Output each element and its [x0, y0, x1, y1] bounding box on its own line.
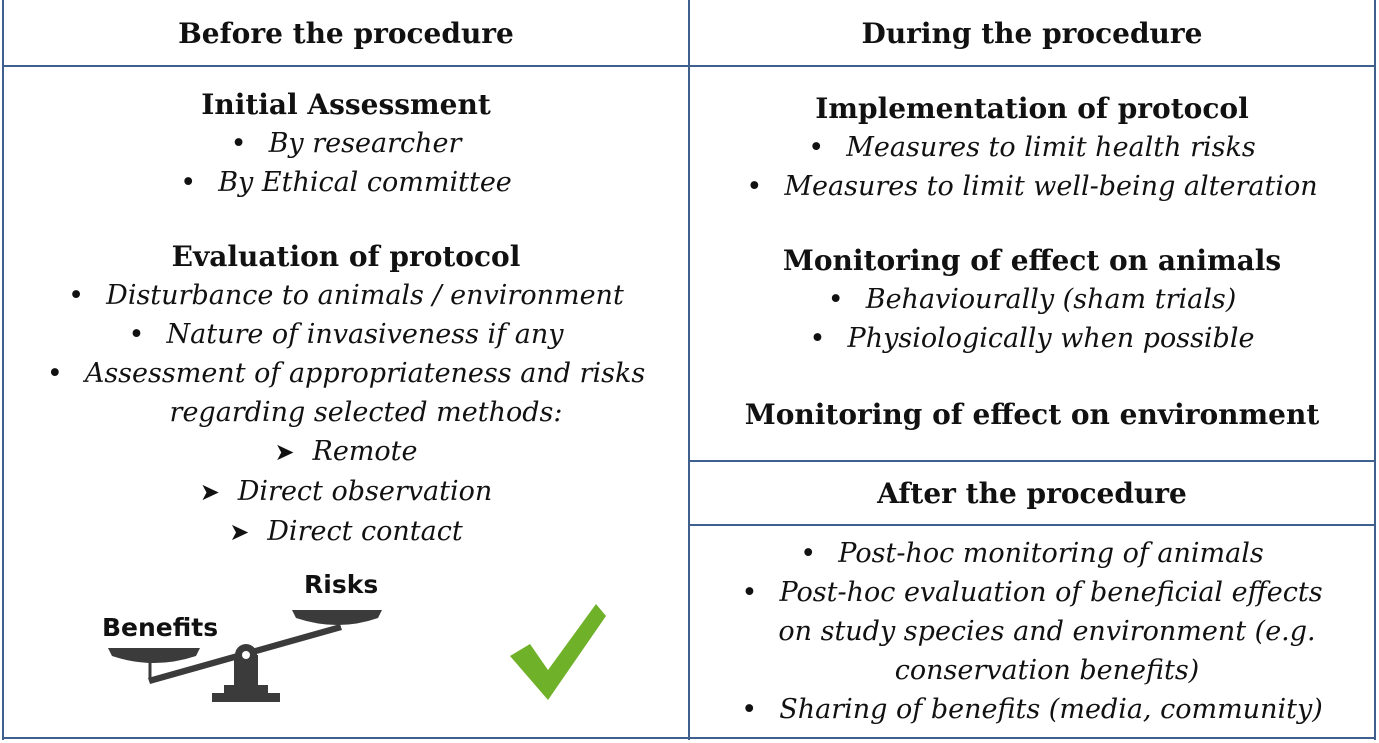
- method-item: ➤ Direct observation: [4, 472, 688, 512]
- after-top-divider: [688, 460, 1376, 462]
- monitoring-environment-title: Monitoring of effect on environment: [744, 398, 1320, 431]
- list-item: • Disturbance to animals / environment: [68, 280, 624, 311]
- method-item: ➤ Remote: [4, 432, 688, 472]
- list-item: • Measures to limit health risks: [808, 132, 1256, 163]
- list-item: • Behaviourally (sham trials): [827, 284, 1237, 315]
- balance-scale-icon: [100, 600, 400, 710]
- list-item: • Assessment of appropriateness and risks: [46, 358, 646, 389]
- evaluation-title: Evaluation of protocol: [171, 240, 521, 273]
- implementation-title: Implementation of protocol: [815, 92, 1249, 125]
- during-column: [690, 90, 1374, 434]
- arrow-bullet-icon: ➤: [229, 518, 250, 546]
- before-column: [4, 86, 688, 552]
- list-item: • Physiologically when possible: [809, 323, 1255, 354]
- list-item: • Sharing of benefits (media, community): [741, 694, 1323, 725]
- monitoring-animals-title: Monitoring of effect on animals: [782, 244, 1282, 277]
- benefits-label: Benefits: [102, 613, 219, 642]
- initial-assessment-title: Initial Assessment: [201, 88, 491, 121]
- arrow-bullet-icon: ➤: [274, 438, 295, 466]
- list-item: • By researcher: [230, 128, 462, 159]
- after-header: After the procedure: [877, 477, 1187, 510]
- after-column: [690, 534, 1374, 729]
- list-item: • Nature of invasiveness if any: [128, 319, 564, 350]
- during-header: During the procedure: [861, 17, 1203, 50]
- after-header-divider: [688, 524, 1376, 526]
- list-item: • By Ethical committee: [180, 167, 512, 198]
- list-item: • Post-hoc monitoring of animals: [800, 538, 1264, 569]
- list-item: • Measures to limit well-being alteration: [746, 171, 1318, 202]
- arrow-bullet-icon: ➤: [199, 478, 220, 506]
- list-item-continuation: conservation benefits): [894, 655, 1200, 686]
- list-item: • Post-hoc evaluation of beneficial effects: [741, 577, 1323, 608]
- check-mark-icon: [502, 598, 612, 708]
- list-item-continuation: regarding selected methods:: [169, 397, 563, 428]
- method-item: ➤ Direct contact: [4, 512, 688, 552]
- before-header: Before the procedure: [178, 17, 514, 50]
- border-right: [1374, 0, 1376, 740]
- list-item-continuation: on study species and environment (e.g.: [778, 616, 1316, 647]
- risks-label: Risks: [304, 570, 379, 599]
